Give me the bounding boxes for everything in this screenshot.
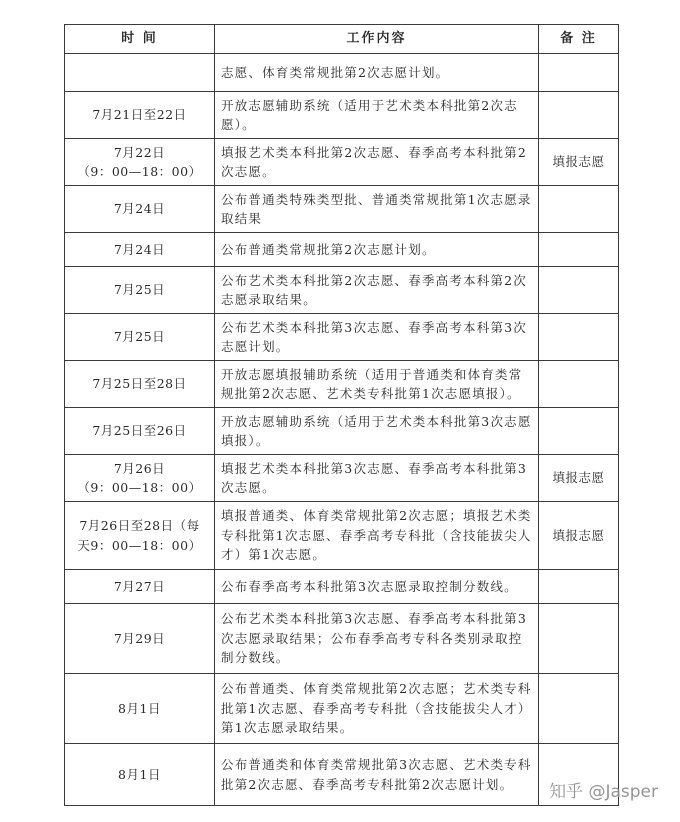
table-row (65, 455, 619, 502)
note-cell (539, 361, 619, 408)
note-cell (539, 604, 619, 674)
time-hours: （9：00—18：00） (77, 480, 202, 495)
content-cell: 填报普通类、体育类常规批第2次志愿；填报艺术类专科批第1次志愿、春季高考专科批（含技能拔尖人才）第1次志愿。 (215, 502, 539, 570)
table-row (65, 604, 619, 674)
note-cell (539, 92, 619, 139)
time-cell (65, 744, 215, 806)
table-row (65, 233, 619, 267)
time-cell (65, 408, 215, 455)
content-cell: 公布春季高考本科批第3次志愿录取控制分数线。 (215, 570, 539, 604)
time-text: 7月24日 (113, 201, 166, 217)
table-row (65, 502, 619, 570)
content-cell: 填报艺术类本科批第2次志愿、春季高考本科批第2次志愿。 (215, 139, 539, 186)
note-cell (539, 570, 619, 604)
note-cell (539, 54, 619, 92)
header-time: 时 间 (65, 25, 215, 54)
header-note: 备 注 (539, 25, 619, 54)
time-text: 7月27日 (113, 578, 166, 594)
time-hours: （9：00—18：00） (77, 164, 202, 179)
table-header-row (65, 25, 619, 54)
time-cell (65, 361, 215, 408)
note-cell (539, 233, 619, 267)
time-cell (65, 54, 215, 92)
table-row (65, 744, 619, 806)
table-row (65, 361, 619, 408)
time-text: 8月1日 (118, 766, 161, 782)
content-cell: 公布普通类特殊类型批、普通类常规批第1次志愿录取结果 (215, 186, 539, 233)
note-cell (539, 186, 619, 233)
time-text: 7月26日至28日（每 (79, 518, 200, 533)
table-row (65, 54, 619, 92)
time-cell (65, 570, 215, 604)
table-row (65, 408, 619, 455)
time-cell (65, 604, 215, 674)
time-text: 7月25日 (113, 282, 166, 298)
table-row (65, 674, 619, 744)
zhihu-watermark (549, 777, 658, 802)
watermark-text: 知乎 @Jasper (549, 782, 658, 802)
time-cell (65, 674, 215, 744)
note-cell: 填报志愿 (539, 139, 619, 186)
header-content: 工作内容 (215, 25, 539, 54)
content-cell: 志愿、体育类常规批第2次志愿计划。 (215, 54, 539, 92)
schedule-table (64, 24, 619, 806)
table-row (65, 186, 619, 233)
note-cell (539, 314, 619, 361)
content-cell: 公布普通类和体育类常规批第3次志愿、艺术类专科批第2次志愿、春季高考专科批第2次志愿计划。 (215, 744, 539, 806)
content-cell: 公布艺术类本科批第2次志愿、春季高考本科第2次志愿录取结果。 (215, 267, 539, 314)
table-row (65, 92, 619, 139)
content-cell: 填报艺术类本科批第3次志愿、春季高考本科批第3次志愿。 (215, 455, 539, 502)
time-cell (65, 233, 215, 267)
time-cell (65, 92, 215, 139)
note-cell: 填报志愿 (539, 502, 619, 570)
time-text: 7月29日 (113, 630, 166, 646)
time-text: 7月25日至28日 (92, 376, 187, 392)
time-text: 7月24日 (113, 241, 166, 257)
note-cell: 填报志愿 (539, 455, 619, 502)
content-cell: 公布普通类、体育类常规批第2次志愿；艺术类专科批第1次志愿、春季高考专科批（含技能拔尖人才）第1次志愿录取结果。 (215, 674, 539, 744)
time-cell (65, 267, 215, 314)
note-cell (539, 267, 619, 314)
time-hours: 天9：00—18：00） (77, 537, 202, 553)
content-cell: 开放志愿填报辅助系统（适用于普通类和体育类常规批第2次志愿、艺术类专科批第1次志愿填报）。 (215, 361, 539, 408)
time-text: 7月25日 (113, 329, 166, 345)
content-cell: 开放志愿辅助系统（适用于艺术类本科批第2次志愿）。 (215, 92, 539, 139)
table-row (65, 139, 619, 186)
time-cell (65, 502, 215, 570)
time-text: 7月25日至26日 (92, 423, 187, 439)
time-cell (65, 139, 215, 186)
time-text: 7月26日 (113, 460, 166, 476)
time-text: 7月22日 (113, 144, 166, 160)
content-cell: 公布艺术类本科批第3次志愿、春季高考本科批第3次志愿录取结果；公布春季高考专科各类别录取控制分数线。 (215, 604, 539, 674)
note-cell (539, 408, 619, 455)
time-cell (65, 186, 215, 233)
content-cell: 公布普通类常规批第2次志愿计划。 (215, 233, 539, 267)
time-text: 7月21日至22日 (92, 107, 187, 123)
content-cell: 开放志愿辅助系统（适用于艺术类本科批第3次志愿填报）。 (215, 408, 539, 455)
table-row (65, 314, 619, 361)
note-cell (539, 674, 619, 744)
time-text: 8月1日 (118, 700, 161, 716)
time-cell (65, 455, 215, 502)
table-row (65, 570, 619, 604)
table-row (65, 267, 619, 314)
content-cell: 公布艺术类本科批第3次志愿、春季高考本科第3次志愿计划。 (215, 314, 539, 361)
time-cell (65, 314, 215, 361)
